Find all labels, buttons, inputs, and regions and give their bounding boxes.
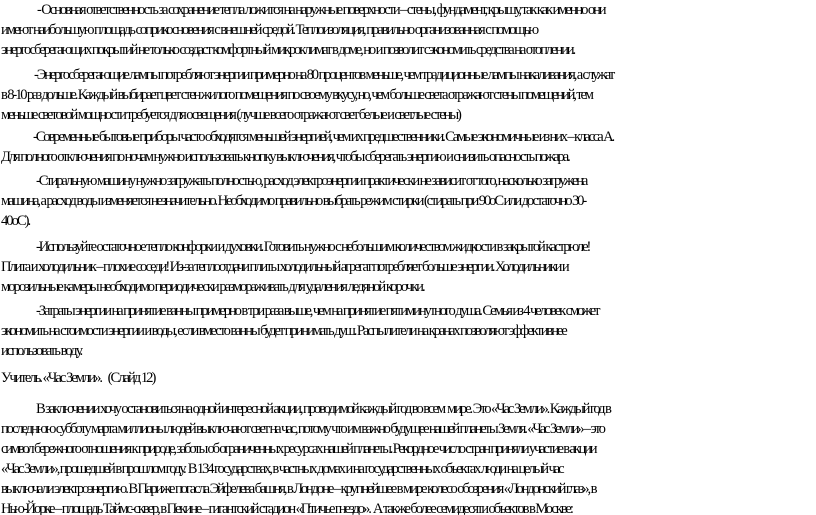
text-line: - Основная ответственность за сохранение тепла ложится на наружные поверхности – стены, фундамент, крышу, так как именно они [37,2,605,18]
paragraph-washing-machine [0,171,816,231]
text-line: символ бережного отношения к природе, заботы об ограниченных ресурсах нашей планеты. Рекордное число стран приняли участие в акции [1,441,596,457]
text-line: Нью-Йорке – площадь Таймс-сквер, в Пекине – гигантский стадион «Птичье гнездо». А также более семидесяти объектов в Москве: [1,501,572,515]
paragraph-appliances [0,127,816,167]
text-line: -Современные бытовые приборы часто обходятся меньшей энергией, чем их предшественники. Самые экономичные из них – класса А. [33,129,613,145]
paragraph-energy-lamps [0,65,816,125]
text-line: -Используйте остаточное тепло конфорки и духовки. Готовить нужно с небольшим количеством жидкости в закрытой кастрюле! [36,239,590,255]
text-line: «Час Земли», прошедшей в прошлом году. В 134 государствах, в частных домах и на государственных объектах люди на целый час [1,461,563,477]
text-line: Плита и холодильник – плохие соседи! Из-за теплоотдачи плиты холодильный агрегат потребляет больше энергии. Холодильники и [1,259,568,275]
paragraph-bath-shower [0,301,816,361]
paragraph-earth-hour [0,399,816,515]
text-line: морозильные камеры необходимо периодически размораживать для удаления ледяной корочки. [1,279,424,295]
text-line: -Затраты энергии на принятие ванны примерно в три раза выше, чем на принятие пятиминутного душа. Семья из 4 человек сможет [36,303,599,319]
text-line: В заключении хочу остановиться на одной интересной акции, проводимой каждый год во всем мире. Это «Час Земли». Каждый год в [36,401,610,417]
text-line: последнюю субботу марта миллионы людей выключают свет на час, потому что им важно будущее нашей планеты Земля. «Час Земли» – это [1,421,604,437]
text-line: использовать воду. [1,343,82,359]
text-line: -Стиральную машину нужно загружать полностью, расход электроэнергии практически не зависит от того, насколько загружена [36,173,587,189]
teacher-heading [0,368,816,388]
text-line: экономить на стоимости энергии и воды, если вместо ванны будет принимать душ. Распылители на кранах позволяют эффективнее [1,323,566,339]
text-line: в 8-10 раз дольше. Каждый выбирает цвет стен жилого помещения по своему вкусу, но, чем больше света отражают стены помещений, тем [1,87,592,103]
paragraph-residual-heat [0,237,816,297]
text-line: имеют наибольшую площадь соприкосновения с внешней средой. Теплоизоляция, правильно организованная с помощью [1,22,538,38]
text-line: Для полного отключения по ночам нужно использовать кнопку выключения, чтобы сберегать энергию и снизить опасность пожара. [1,149,569,165]
text-line: -Энергосберегающие лампы потребляют энергии примерно на 80 процентов меньше, чем традиционные лампы накаливания, а служат [34,67,614,83]
paragraph-heat-insulation [0,0,816,60]
text-line: машина, а расход воды изменяется незначительно. Необходимо правильно выбрать режим стирки (стирать при 90оС или достаточно 30- [1,193,586,209]
text-line: энергосберегающих покрытий не только создаст комфортный микроклимат в доме, но и позволит сэкономить средства на отоплении. [1,42,575,58]
text-line: меньше световой мощности требуется для освещения (лучше всего отражают свет белые и светлые стены) [1,107,460,123]
text-line: 40оС). [1,213,30,229]
text-line: Учитель. «Час Земли». (Слайд 12) [1,370,155,386]
text-line: выключали электроэнергию. В Париже погасла Эйфелева башня, в Лондоне – крупнейшее в мире колесо обозрения «Лондонский глаз», в [1,481,596,497]
